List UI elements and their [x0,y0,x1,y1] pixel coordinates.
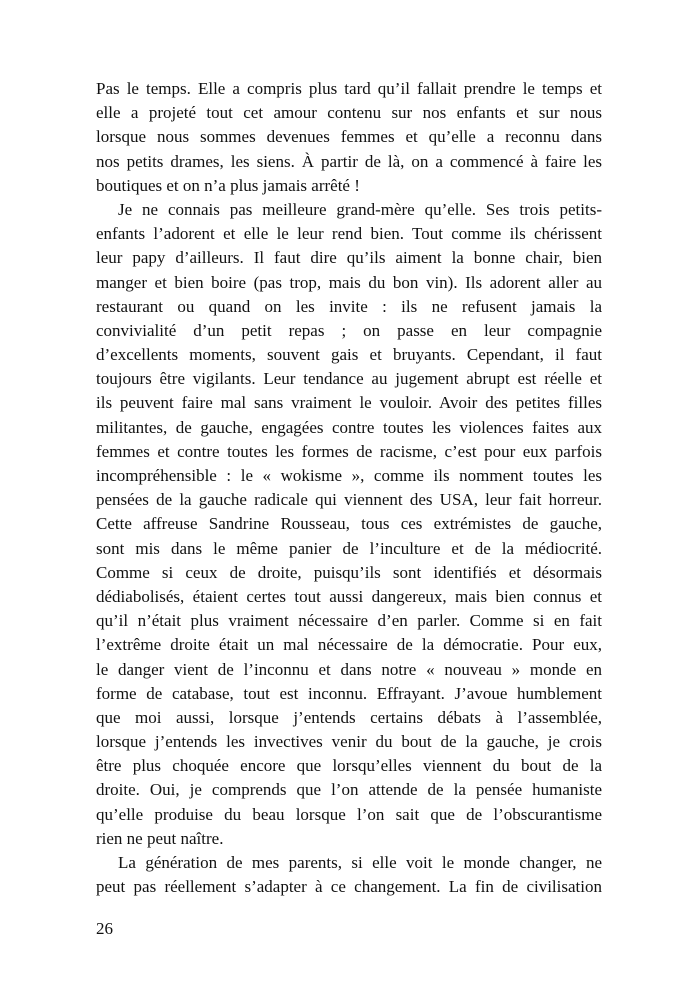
text-line: Cette affreuse Sandrine Rousseau, tous ces extrémistes de gauche, [96,514,602,534]
text-line: manger et bien boire (pas trop, mais du bon vin). Ils adorent aller au [96,272,602,292]
text-line: leur papy d’ailleurs. Il faut dire qu’ils aiment la bonne chair, bien [96,248,602,268]
text-line: Pas le temps. Elle a compris plus tard qu’il fallait prendre le temps et [96,79,602,98]
paragraph [96,77,602,198]
text-line: qu’elle produise du beau lorsque l’on sait que de l’obscurantisme [96,804,602,824]
text-line: enfants l’adorent et elle le leur rend bien. Tout comme ils chérissent [96,224,602,244]
text-line: elle a projeté tout cet amour contenu sur nos enfants et sur nous [96,103,602,123]
text-line: le danger vient de l’inconnu et dans notre « nouveau » monde en [96,659,602,679]
text-line: peut pas réellement s’adapter à ce changement. La fin de civilisation [96,877,602,897]
text-line: l’extrême droite était un mal nécessaire de la démocratie. Pour eux, [96,635,602,655]
text-line: pensées de la gauche radicale qui viennent des USA, leur fait horreur. [96,490,602,510]
text-line: droite. Oui, je comprends que l’on attende de la pensée humaniste [96,780,602,800]
text-line: La génération de mes parents, si elle voit le monde changer, ne [118,853,602,872]
text-line: lorsque j’entends les invectives venir du bout de la gauche, je crois [96,732,602,752]
text-line: militantes, de gauche, engagées contre toutes les violences faites aux [96,417,602,437]
text-line: forme de catabase, tout est inconnu. Effrayant. J’avoue humblement [96,683,602,703]
text-line: qu’il n’était plus vraiment nécessaire d’en parler. Comme si en fait [96,611,602,631]
text-line: que moi aussi, lorsque j’entends certains débats à l’assemblée, [96,707,602,727]
text-line: boutiques et on n’a plus jamais arrêté ! [96,175,360,195]
text-line: lorsque nous sommes devenues femmes et qu’elle a reconnu dans [96,127,602,147]
text-line: être plus choquée encore que lorsqu’elles viennent du bout de la [96,756,602,776]
text-line: d’excellents moments, souvent gais et bruyants. Cependant, il faut [96,345,602,365]
page-number: 26 [96,919,113,938]
text-line: toujours être vigilants. Leur tendance au jugement abrupt est réelle et [96,369,602,389]
text-line: dédiabolisés, étaient certes tout aussi dangereux, mais bien connus et [96,586,602,606]
text-line: incompréhensible : le « wokisme », comme ils nomment toutes les [96,466,602,485]
text-line: Comme si ceux de droite, puisqu’ils sont identifiés et désormais [96,562,602,582]
page-body [96,77,602,899]
text-line: nos petits drames, les siens. À partir de là, on a commencé à faire les [96,151,602,171]
text-line: sont mis dans le même panier de l’inculture et de la médiocrité. [96,538,602,558]
paragraph [96,198,602,851]
text-line: restaurant ou quand on les invite : ils ne refusent jamais la [96,296,602,316]
text-line: convivialité d’un petit repas ; on passe en leur compagnie [96,320,602,340]
text-line: Je ne connais pas meilleure grand-mère qu’elle. Ses trois petits- [118,199,602,219]
paragraph [96,851,602,899]
text-line: femmes et contre toutes les formes de racisme, c’est pour eux parfois [96,441,602,461]
text-line: rien ne peut naître. [96,828,224,848]
text-line: ils peuvent faire mal sans vraiment le vouloir. Avoir des petites filles [96,393,602,413]
